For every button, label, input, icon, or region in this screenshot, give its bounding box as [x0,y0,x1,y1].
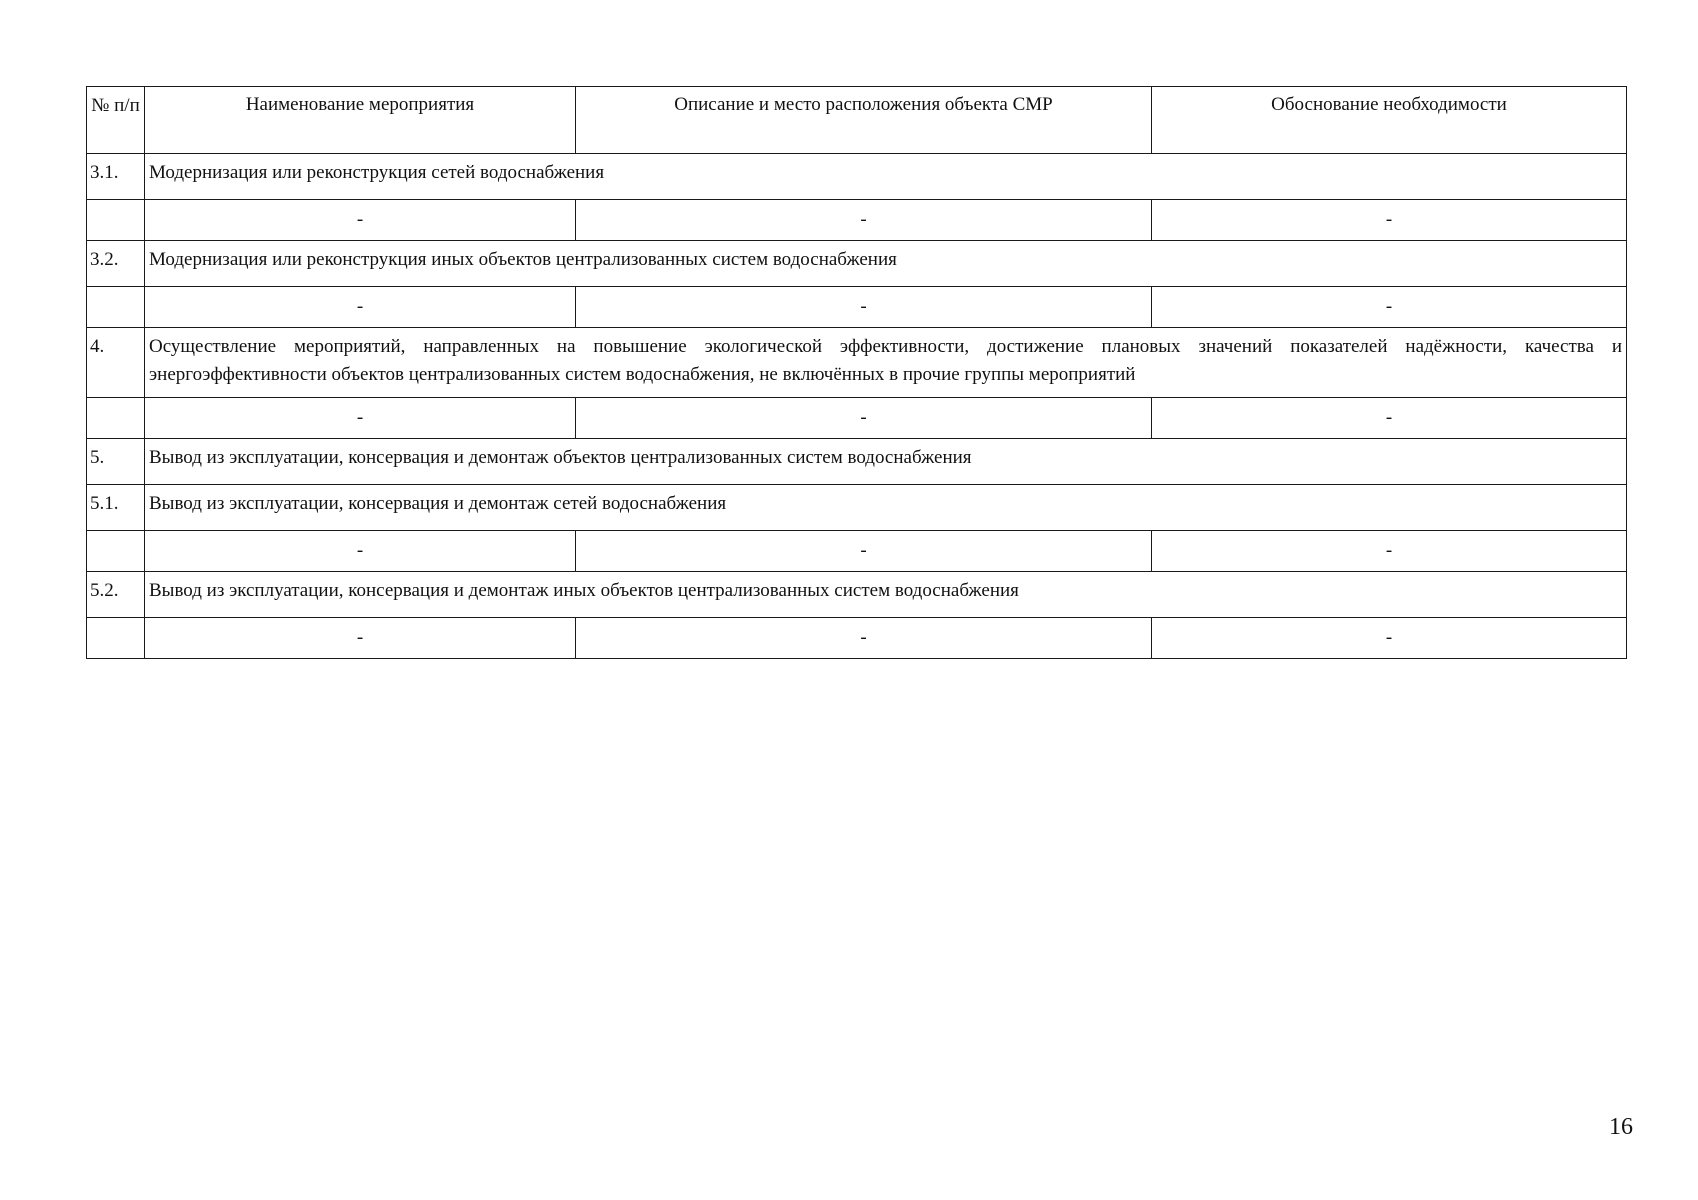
measure-name-cell: - [145,287,576,328]
table-row [87,439,1627,485]
row-number: 4. [87,328,145,398]
description-cell: - [576,398,1152,439]
measure-name-cell: - [145,531,576,572]
header-number: № п/п [87,87,145,154]
table-row [87,572,1627,618]
row-number [87,618,145,659]
row-number: 3.1. [87,154,145,200]
description-cell: - [576,200,1152,241]
table-row [87,398,1627,439]
row-number: 5. [87,439,145,485]
description-cell: - [576,287,1152,328]
measures-table [86,86,1627,659]
group-title: Осуществление мероприятий, направленных на повышение экологической эффективности, достижение плановых значений показателей надёжности, качества и энергоэффективности объектов централизованных систем водоснабжения, не включённых в прочие группы мероприятий [145,328,1627,398]
group-title: Модернизация или реконструкция иных объектов централизованных систем водоснабжения [145,241,1627,287]
table-row [87,485,1627,531]
group-title: Вывод из эксплуатации, консервация и демонтаж иных объектов централизованных систем водоснабжения [145,572,1627,618]
header-description-location: Описание и место расположения объекта СМР [576,87,1152,154]
justification-cell: - [1152,618,1627,659]
table-row [87,200,1627,241]
table-row [87,287,1627,328]
description-cell: - [576,531,1152,572]
table-row [87,154,1627,200]
page-number: 16 [1609,1114,1633,1140]
justification-cell: - [1152,531,1627,572]
header-justification: Обоснование необходимости [1152,87,1627,154]
row-number: 3.2. [87,241,145,287]
table-row [87,531,1627,572]
justification-cell: - [1152,398,1627,439]
measure-name-cell: - [145,618,576,659]
row-number: 5.1. [87,485,145,531]
table-row [87,618,1627,659]
justification-cell: - [1152,287,1627,328]
group-title: Модернизация или реконструкция сетей водоснабжения [145,154,1627,200]
table-header-row [87,87,1627,154]
measure-name-cell: - [145,398,576,439]
header-measure-name: Наименование мероприятия [145,87,576,154]
description-cell: - [576,618,1152,659]
group-title: Вывод из эксплуатации, консервация и демонтаж объектов централизованных систем водоснабжения [145,439,1627,485]
row-number [87,200,145,241]
row-number [87,531,145,572]
table-row [87,241,1627,287]
table-row [87,328,1627,398]
row-number: 5.2. [87,572,145,618]
justification-cell: - [1152,200,1627,241]
group-title: Вывод из эксплуатации, консервация и демонтаж сетей водоснабжения [145,485,1627,531]
row-number [87,398,145,439]
row-number [87,287,145,328]
measure-name-cell: - [145,200,576,241]
